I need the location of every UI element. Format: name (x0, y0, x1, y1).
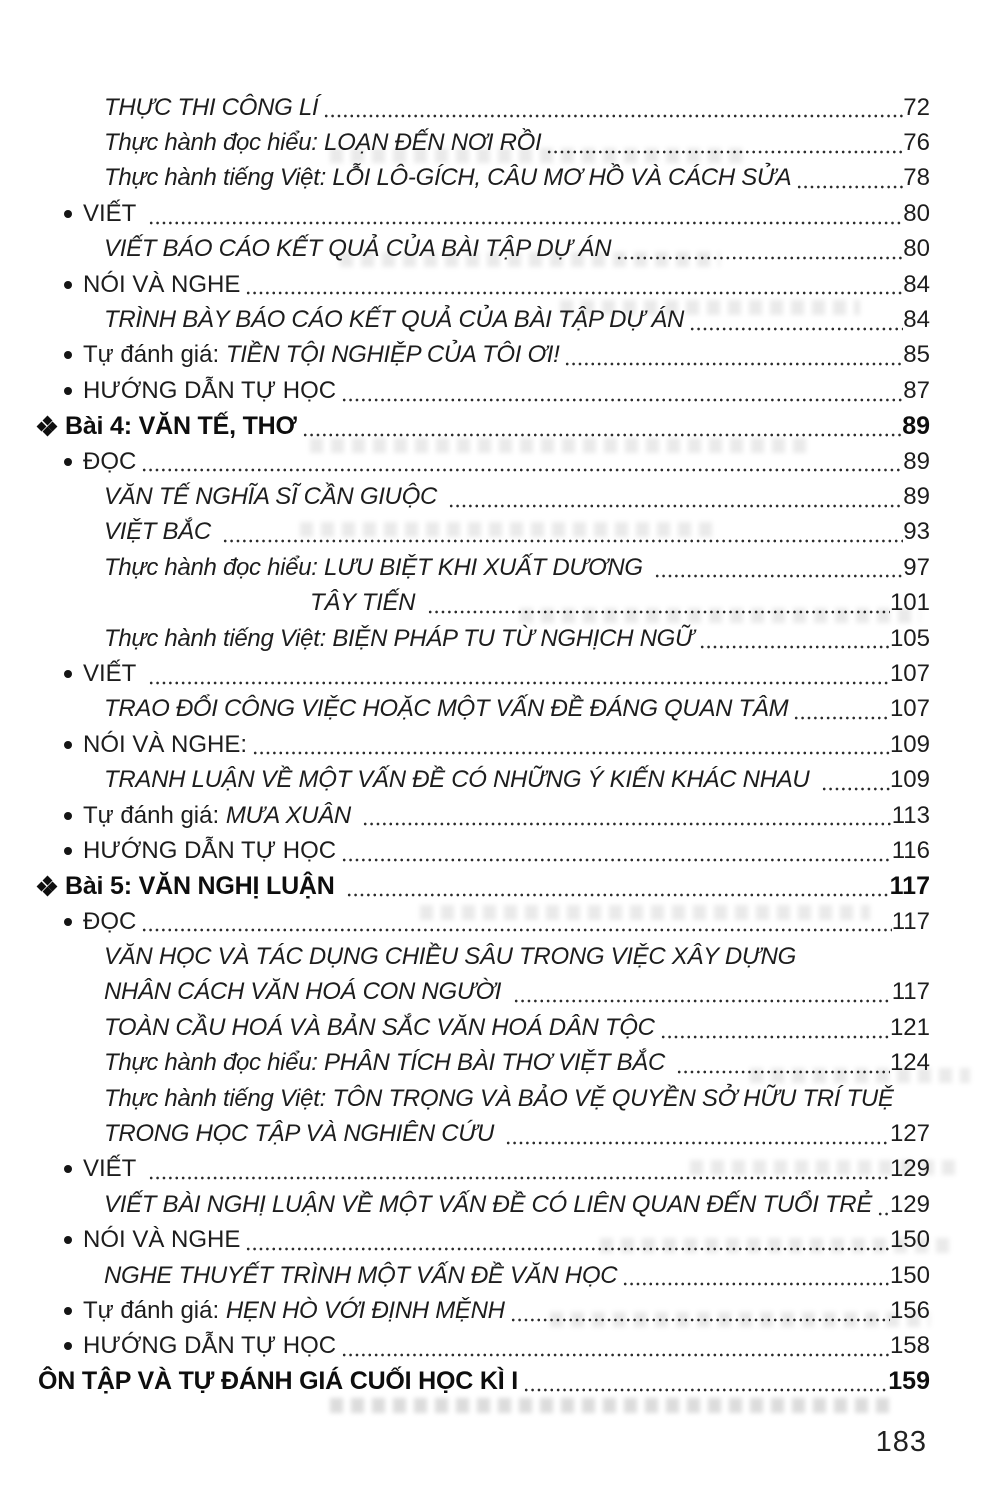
dot-leader (513, 999, 892, 1003)
toc-page-number: 107 (889, 659, 930, 687)
toc-entry (0, 515, 930, 550)
toc-page-number: 129 (889, 1155, 930, 1183)
toc-entry-title: THỰC THI CÔNG LÍ (104, 93, 319, 121)
dot-leader (252, 751, 890, 755)
bullet-icon (64, 918, 72, 926)
toc-entry (0, 1187, 930, 1222)
toc-page-number: 109 (889, 730, 930, 758)
toc-entry-title: VIẾT (83, 659, 143, 687)
toc-entry (0, 161, 930, 196)
bullet-icon (64, 351, 72, 359)
toc-entry-title: VIỆT BẮC (104, 518, 218, 546)
dot-leader (793, 716, 890, 720)
toc-page-number: 159 (888, 1367, 930, 1396)
toc-page-number: 150 (889, 1261, 930, 1289)
toc-entry (0, 656, 930, 691)
toc-entry-prefix: Thực hành đọc hiểu: (104, 553, 325, 581)
toc-entry-title: TRÌNH BÀY BÁO CÁO KẾT QUẢ CỦA BÀI TẬP DỰ ÁN (104, 306, 685, 334)
toc-page-number: 129 (889, 1190, 930, 1218)
dot-leader (427, 610, 890, 614)
toc-entry-title: TIỀN TỘI NGHIỆP CỦA TÔI ƠI! (225, 341, 560, 369)
bullet-icon (64, 812, 72, 820)
dot-leader (564, 362, 903, 366)
toc-entry-title: TRAO ĐỔI CÔNG VIỆC HOẶC MỘT VẤN ĐỀ ĐÁNG QUAN TÂM (104, 695, 789, 723)
toc-page-number: 78 (903, 164, 930, 192)
dot-leader (877, 1212, 890, 1216)
toc-page-number: 80 (903, 199, 930, 227)
dot-leader (660, 1035, 890, 1039)
toc-entry (0, 762, 930, 797)
toc-page-number: 89 (903, 447, 930, 475)
toc-page-number: 113 (891, 801, 930, 829)
toc-entry-title: MƯA XUÂN (225, 801, 358, 829)
toc-entry-title: TRANH LUẬN VỀ MỘT VẤN ĐỀ CÓ NHỮNG Ý KIẾN KHÁC NHAU (104, 766, 816, 794)
toc-entry-title: ÔN TẬP VÀ TỰ ĐÁNH GIÁ CUỐI HỌC KÌ I (38, 1367, 518, 1396)
toc-entry-title: TÂY TIẾN (310, 589, 422, 617)
toc-entry-title: NÓI VÀ NGHE: (83, 730, 248, 758)
dot-leader (148, 681, 890, 685)
toc-entry-prefix: Thực hành tiếng Việt: (104, 624, 333, 652)
bullet-icon (64, 741, 72, 749)
toc-entry (0, 444, 930, 479)
toc-entry (0, 373, 930, 408)
toc-entry-title: VIẾT BÀI NGHỊ LUẬN VỀ MỘT VẤN ĐỀ CÓ LIÊN QUAN ĐẾN TUỔI TRẺ (104, 1190, 873, 1218)
toc-entry (0, 869, 930, 904)
toc-entry-title: HƯỚNG DẪN TỰ HỌC (83, 836, 337, 864)
dot-leader (245, 291, 903, 295)
toc-entry-title: VIẾT BÁO CÁO KẾT QUẢ CỦA BÀI TẬP DỰ ÁN (104, 235, 612, 263)
dot-leader (821, 787, 890, 791)
toc-entry-prefix: Tự đánh giá: (83, 1296, 226, 1324)
toc-entry (0, 302, 930, 337)
bullet-icon (64, 670, 72, 678)
bullet-icon (64, 1236, 72, 1244)
toc-page-number: 109 (889, 766, 930, 794)
toc-entry (0, 196, 930, 231)
toc-page-number: 72 (903, 93, 930, 121)
toc-page-number: 117 (891, 978, 930, 1006)
toc-page-number: 116 (891, 836, 930, 864)
toc-entry (0, 232, 930, 267)
dot-leader (448, 504, 903, 508)
bullet-icon (64, 847, 72, 855)
toc-entry (0, 833, 930, 868)
toc-page-number: 80 (903, 235, 930, 263)
toc-page-number: 101 (889, 589, 930, 617)
dot-leader (505, 1141, 890, 1145)
bleed-through-artifact (330, 1398, 890, 1413)
toc-page-number: 150 (889, 1226, 930, 1254)
toc-page-number: 97 (903, 553, 930, 581)
toc-page-number: 124 (889, 1049, 930, 1077)
dot-leader (362, 822, 891, 826)
dot-leader (222, 539, 903, 543)
toc-entry (0, 550, 930, 585)
toc-entry-title: LOẠN ĐẾN NƠI RỒI (324, 129, 542, 157)
dot-leader (654, 574, 903, 578)
toc-entry-title: NÓI VÀ NGHE (83, 1226, 241, 1254)
toc-page-number: 85 (903, 341, 930, 369)
dot-leader (341, 398, 903, 402)
toc-page-number: 93 (903, 518, 930, 546)
dot-leader (676, 1070, 889, 1074)
dot-leader (616, 256, 903, 260)
diamond-bullet-icon (38, 417, 56, 435)
bullet-icon (64, 210, 72, 218)
toc-page-number: 158 (889, 1332, 930, 1360)
toc-page-number: 121 (889, 1013, 930, 1041)
bullet-icon (64, 387, 72, 395)
toc-entry-title: NHÂN CÁCH VĂN HOÁ CON NGƯỜI (104, 978, 508, 1006)
dot-leader (245, 1247, 890, 1251)
toc-entry (0, 479, 930, 514)
bullet-icon (64, 1307, 72, 1315)
toc-entry (0, 1046, 930, 1081)
toc-page-number: 127 (889, 1120, 930, 1148)
toc-entry (0, 621, 930, 656)
toc-entry (0, 90, 930, 125)
toc-entry (0, 1152, 930, 1187)
toc-page-number: 117 (891, 907, 930, 935)
toc-page-number: 89 (903, 482, 930, 510)
dot-leader (510, 1318, 890, 1322)
toc-entry-title: BIỆN PHÁP TU TỪ NGHỊCH NGỮ (332, 624, 694, 652)
dot-leader (148, 1176, 890, 1180)
dot-leader (346, 893, 889, 897)
toc-entry (0, 798, 930, 833)
toc-page-number: 117 (889, 871, 930, 900)
toc-page-number: 76 (903, 129, 930, 157)
dot-leader (341, 1353, 890, 1357)
toc-page-number: 84 (903, 306, 930, 334)
toc-entry (0, 727, 930, 762)
dot-leader (341, 858, 892, 862)
toc-entry (0, 267, 930, 302)
toc-entry-title: ĐỌC (83, 447, 137, 475)
footer-page-number: 183 (875, 1426, 927, 1458)
dot-leader (302, 433, 903, 437)
dot-leader (523, 1388, 888, 1392)
bullet-icon (64, 1342, 72, 1350)
toc-entry (0, 125, 930, 160)
toc-entry-prefix: Thực hành đọc hiểu: (104, 129, 325, 157)
toc-entry-prefix: Tự đánh giá: (83, 341, 226, 369)
toc-entry-prefix: Thực hành đọc hiểu: (104, 1049, 325, 1077)
toc-entry-title: VIẾT (83, 1155, 143, 1183)
dot-leader (622, 1282, 890, 1286)
dot-leader (148, 221, 904, 225)
toc-page-number: 89 (902, 411, 930, 440)
toc-entry-prefix: Thực hành tiếng Việt: (104, 164, 333, 192)
dot-leader (546, 150, 903, 154)
dot-leader (141, 468, 903, 472)
dot-leader (699, 645, 890, 649)
toc-entry (0, 1081, 930, 1116)
dot-leader (323, 114, 903, 118)
toc-page-number: 87 (903, 376, 930, 404)
toc-entry (0, 585, 930, 620)
toc-entry-title: NGHE THUYẾT TRÌNH MỘT VẤN ĐỀ VĂN HỌC (104, 1261, 618, 1289)
toc-entry-title: VIẾT (83, 199, 143, 227)
toc-page-number: 84 (903, 270, 930, 298)
toc-entry-prefix: Thực hành tiếng Việt: (104, 1084, 333, 1112)
bullet-icon (64, 1165, 72, 1173)
toc-entry (0, 338, 930, 373)
toc-entry-title: NÓI VÀ NGHE (83, 270, 241, 298)
toc-entry-title: Bài 5: VĂN NGHỊ LUẬN (65, 871, 342, 900)
toc-entry-title: Bài 4: VĂN TẾ, THƠ (65, 411, 297, 440)
toc-entry-title: LỖI LÔ-GÍCH, CÂU MƠ HỒ VÀ CÁCH SỬA (332, 164, 792, 192)
toc-entry-title: TRONG HỌC TẬP VÀ NGHIÊN CỨU (104, 1120, 501, 1148)
toc-entry (0, 939, 930, 974)
toc-entry (0, 692, 930, 727)
toc-entry-title: HƯỚNG DẪN TỰ HỌC (83, 376, 337, 404)
toc-page-number: 156 (889, 1296, 930, 1324)
toc-entry-prefix: Tự đánh giá: (83, 801, 226, 829)
toc-entry (0, 1010, 930, 1045)
toc-entry (0, 1364, 930, 1399)
toc-page-number: 105 (889, 624, 930, 652)
toc-entry-title: TOÀN CẦU HOÁ VÀ BẢN SẮC VĂN HOÁ DÂN TỘC (104, 1013, 655, 1041)
toc-entry (0, 1116, 930, 1151)
toc-entry (0, 1258, 930, 1293)
dot-leader (796, 185, 903, 189)
toc-entry-title: ĐỌC (83, 907, 137, 935)
toc-entry-title: HẸN HÒ VỚI ĐỊNH MỆNH (225, 1296, 505, 1324)
toc-entry (0, 975, 930, 1010)
toc-entry-title: VĂN HỌC VÀ TÁC DỤNG CHIỀU SÂU TRONG VIỆC XÂY DỰNG (104, 943, 796, 971)
toc-entry-title: TÔN TRỌNG VÀ BẢO VỆ QUYỀN SỞ HỮU TRÍ TUỆ (332, 1084, 894, 1112)
toc-entry (0, 904, 930, 939)
toc-entry (0, 409, 930, 444)
toc-entry-title: HƯỚNG DẪN TỰ HỌC (83, 1332, 337, 1360)
diamond-bullet-icon (38, 877, 56, 895)
toc-page-number: 107 (889, 695, 930, 723)
toc-entry-title: LƯU BIỆT KHI XUẤT DƯƠNG (324, 553, 650, 581)
toc-entry-title: PHÂN TÍCH BÀI THƠ VIỆT BẮC (324, 1049, 672, 1077)
table-of-contents (0, 90, 930, 1399)
toc-entry (0, 1293, 930, 1328)
dot-leader (141, 928, 891, 932)
bullet-icon (64, 281, 72, 289)
dot-leader (689, 327, 903, 331)
toc-entry-title: VĂN TẾ NGHĨA SĨ CẦN GIUỘC (104, 482, 444, 510)
toc-entry (0, 1223, 930, 1258)
toc-entry (0, 1329, 930, 1364)
bullet-icon (64, 458, 72, 466)
